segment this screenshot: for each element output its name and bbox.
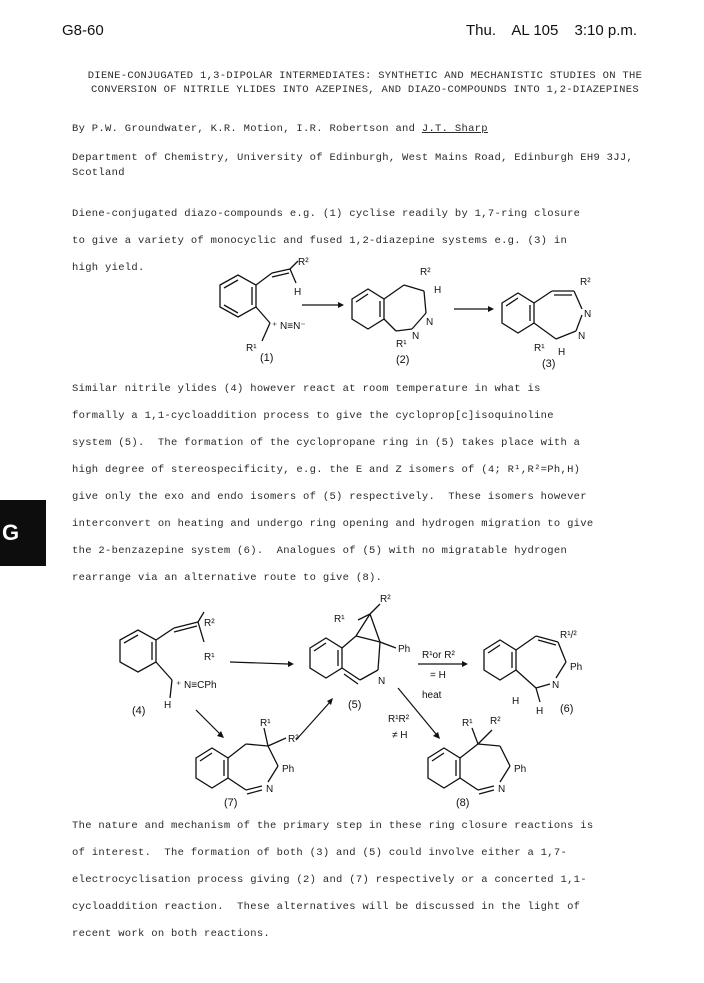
session-schedule [466, 22, 637, 39]
session-room: AL 105 [511, 22, 559, 39]
compound-label: (1) [260, 352, 274, 364]
paragraph-line: give only the exo and endo isomers of (5) respectively. These isomers however [72, 491, 587, 503]
paragraph-line: system (5). The formation of the cyclopropane ring in (5) takes place with a [72, 437, 581, 449]
atom-label: R² [204, 618, 215, 629]
paragraph-line: the 2-benzazepine system (6). Analogues of (5) with no migratable hydrogen [72, 545, 568, 557]
atom-label: ⁺ N≡CPh [176, 680, 217, 691]
atom-label: R² [380, 594, 391, 605]
condition-text: ≠ H [392, 730, 408, 741]
compound-label: (8) [456, 797, 470, 809]
session-code: G8-60 [62, 22, 104, 39]
atom-label: R² [490, 716, 501, 727]
atom-label: R¹ [260, 718, 271, 729]
reaction-arrow [196, 710, 220, 734]
compound-1 [220, 257, 309, 364]
compound-label: (6) [560, 703, 574, 715]
session-day: Thu. [466, 22, 497, 39]
compound-7 [196, 718, 299, 809]
paragraph-3 [72, 813, 662, 948]
authors-list: By P.W. Groundwater, K.R. Motion, I.R. Robertson and [72, 123, 422, 135]
atom-label: N [266, 784, 274, 795]
paragraph-line: interconvert on heating and undergo ring opening and hydrogen migration to give [72, 518, 594, 530]
reaction-scheme-2 [100, 590, 640, 810]
atom-label: Ph [570, 662, 583, 673]
compound-4 [120, 612, 217, 717]
abstract-title: DIENE-CONJUGATED 1,3-DIPOLAR INTERMEDIATES: SYNTHETIC AND MECHANISTIC STUDIES ON THE CONVERSION OF NITRILE YLIDES INTO AZEPINES, AND DIAZO-COMPOUNDS INTO 1,2-DIAZEPINES [87, 70, 643, 96]
section-tab: G [0, 500, 46, 566]
atom-label: N [552, 680, 560, 691]
paragraph-line: cycloaddition reaction. These alternatives will be discussed in the light of [72, 901, 581, 913]
atom-label: H [434, 285, 442, 296]
atom-label: H [294, 287, 302, 298]
atom-label: Ph [514, 764, 527, 775]
atom-label: N [378, 676, 386, 687]
atom-label: R² [298, 257, 309, 268]
atom-label: N [578, 331, 586, 342]
reaction-scheme-1 [190, 255, 630, 375]
condition-text: R¹R² [388, 714, 410, 725]
compound-label: (4) [132, 705, 146, 717]
atom-label: Ph [282, 764, 295, 775]
arrowhead [338, 302, 344, 308]
paragraph-line: rearrange via an alternative route to give (8). [72, 572, 383, 584]
arrowhead [288, 661, 294, 667]
affiliation: Department of Chemistry, University of Edinburgh, West Mains Road, Edinburgh EH9 3JJ, Scotland [72, 152, 634, 179]
atom-label: N [426, 317, 434, 328]
paragraph-line: electrocyclisation process giving (2) and (7) respectively or a concerted 1,1- [72, 874, 587, 886]
condition-text: R¹or R² [422, 650, 455, 661]
paragraph-line: Similar nitrile ylides (4) however react at room temperature in what is [72, 383, 541, 395]
arrowhead [462, 661, 468, 667]
reaction-arrow [296, 702, 330, 740]
compound-6 [484, 630, 582, 717]
atom-label: R¹/² [560, 630, 577, 641]
atom-label: H [536, 706, 544, 717]
paragraph-line: Diene-conjugated diazo-compounds e.g. (1) cyclise readily by 1,7-ring closure [72, 208, 581, 220]
atom-label: Ph [398, 644, 411, 655]
condition-text: = H [430, 670, 446, 681]
paragraph-line: The nature and mechanism of the primary step in these ring closure reactions is [72, 820, 594, 832]
atom-label: R² [288, 734, 299, 745]
compound-label: (7) [224, 797, 238, 809]
session-time: 3:10 p.m. [574, 22, 638, 39]
paragraph-line: to give a variety of monocyclic and fused 1,2-diazepine systems e.g. (3) in [72, 235, 568, 247]
atom-label: R¹ [462, 718, 473, 729]
atom-label: H [558, 347, 566, 358]
atom-label: R² [580, 277, 591, 288]
atom-label: H [164, 700, 172, 711]
atom-label: N [584, 309, 592, 320]
compound-2 [352, 267, 441, 366]
atom-label: R¹ [534, 343, 545, 354]
compound-3 [502, 277, 591, 370]
compound-5 [310, 594, 410, 711]
atom-label: ⁺ N≡N⁻ [272, 321, 306, 332]
reaction-arrow [230, 662, 288, 664]
paragraph-line: of interest. The formation of both (3) and (5) could involve either a 1,7- [72, 847, 568, 859]
atom-label: R¹ [246, 343, 257, 354]
atom-label: R¹ [396, 339, 407, 350]
paragraph-2 [72, 376, 662, 592]
atom-label: N [412, 331, 420, 342]
arrowhead [433, 732, 440, 739]
atom-label: R² [420, 267, 431, 278]
atom-label: N [498, 784, 506, 795]
atom-label: H [512, 696, 520, 707]
compound-8 [428, 716, 526, 809]
paragraph-line: recent work on both reactions. [72, 928, 271, 940]
paragraph-line: formally a 1,1-cycloaddition process to give the cycloprop[c]isoquinoline [72, 410, 554, 422]
paragraph-line: high degree of stereospecificity, e.g. the E and Z isomers of (4; R¹,R²=Ph,H) [72, 464, 581, 476]
atom-label: R¹ [334, 614, 345, 625]
compound-label: (3) [542, 358, 556, 370]
presenting-author: J.T. Sharp [421, 123, 488, 135]
paragraph-line: high yield. [72, 262, 145, 274]
arrowhead [488, 306, 494, 312]
compound-label: (2) [396, 354, 410, 366]
compound-label: (5) [348, 699, 362, 711]
condition-text: heat [422, 690, 442, 701]
atom-label: R¹ [204, 652, 215, 663]
author-line [72, 123, 488, 135]
